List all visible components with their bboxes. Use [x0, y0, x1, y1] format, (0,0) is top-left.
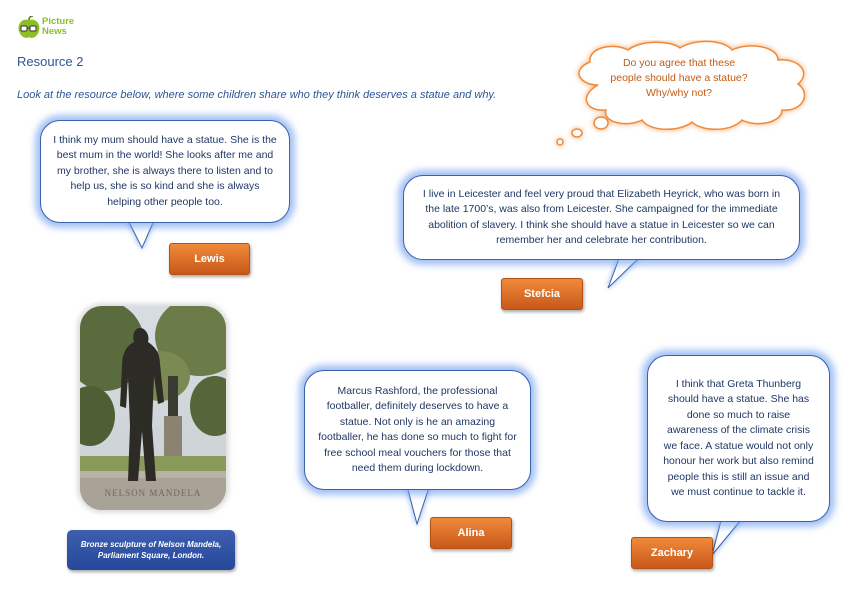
nelson-mandela-statue-photo	[80, 306, 226, 510]
logo-icon	[16, 16, 42, 40]
photo-caption: Bronze sculpture of Nelson Mandela, Parliament Square, London.	[67, 530, 235, 570]
instruction-text: Look at the resource below, where some children share who they think deserves a statue and why.	[17, 89, 497, 101]
statue-image	[80, 306, 226, 510]
speech-bubble-lewis	[40, 120, 290, 223]
speech-tail-lewis	[100, 218, 160, 258]
resource-title: Resource 2	[17, 54, 84, 69]
speech-tail-stefcia	[598, 254, 648, 294]
name-tag-zachary: Zachary	[631, 537, 713, 569]
name-tag-alina: Alina	[430, 517, 512, 549]
bubble-text-alina: Marcus Rashford, the professional footballer, definitely deserves to have a statue. Not only is he an amazing footballer, he has done so much to fight for free school meal vouchers for those that need them during lockdown.	[318, 384, 517, 474]
logo-text: Picture News	[42, 16, 75, 37]
bubble-text-stefcia: I live in Leicester and feel very proud that Elizabeth Heyrick, who was born in the late 1700’s, was also from Leicester. She campaigned for the immediate abolition of slavery. I think she should have a statue in Leicester so we can remember her and celebrate her contribution.	[422, 187, 781, 246]
name-tag-lewis: Lewis	[169, 243, 250, 275]
speech-bubble-zachary	[647, 355, 830, 522]
name-tag-stefcia: Stefcia	[501, 278, 583, 310]
speech-bubble-alina	[304, 370, 531, 490]
bubble-text-lewis: I think my mum should have a statue. She is the best mum in the world! She looks after me and my brother, she is always there to listen and to help us, she is so kind and she is always helping other people too.	[53, 133, 277, 208]
picture-news-logo	[16, 16, 78, 44]
speech-tail-alina	[385, 484, 435, 529]
speech-bubble-stefcia	[403, 175, 800, 260]
thought-cloud-question: Do you agree that these people should have a statue? Why/why not?	[610, 57, 748, 99]
bubble-text-zachary: I think that Greta Thunberg should have a statue. She has done so much to raise awareness of the climate crisis we face. A statue would not only honour her work but also remind people this is still an issue and we must continue to tackle it.	[663, 377, 814, 498]
plinth-inscription: NELSON MANDELA	[104, 488, 202, 498]
